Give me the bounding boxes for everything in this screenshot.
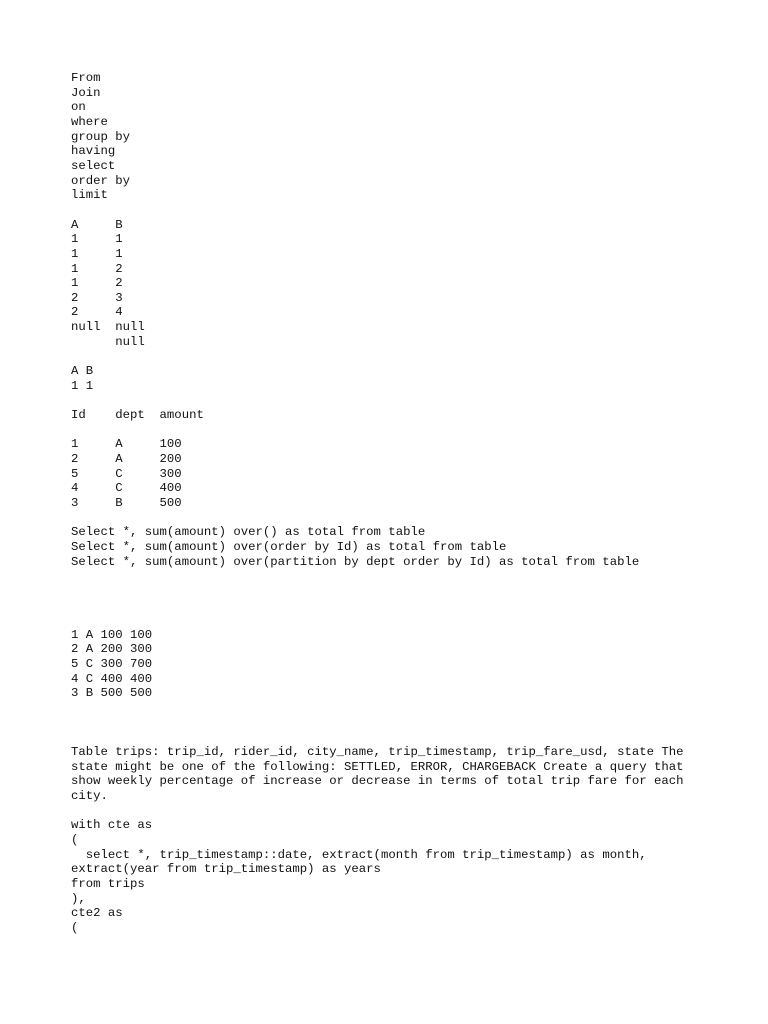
join-table-row: 2 3 (71, 290, 123, 305)
amount-table-row: 5 C 300 (71, 466, 182, 481)
window-query: Select *, sum(amount) over(partition by dept order by Id) as total from table (71, 554, 640, 569)
code-line: from trips (71, 876, 145, 891)
spacer (71, 423, 711, 438)
join-table-row: 1 1 (71, 232, 123, 247)
sql-clause: select (71, 158, 116, 173)
spacer (71, 511, 711, 526)
spacer (71, 393, 711, 408)
join-result-header: A B (71, 364, 94, 379)
sql-clause: Join (71, 85, 101, 100)
sql-clause: on (71, 100, 86, 115)
join-table (71, 218, 711, 350)
amount-table-header: Id dept amount (71, 408, 204, 423)
window-result-row: 5 C 300 700 (71, 657, 153, 672)
join-table-row: 1 2 (71, 261, 123, 276)
code-line: ( (71, 832, 79, 847)
window-queries (71, 525, 711, 569)
sql-clause: having (71, 144, 116, 159)
join-table-row: 1 2 (71, 276, 123, 291)
join-table-row: 2 4 (71, 305, 123, 320)
window-result-row: 3 B 500 500 (71, 686, 153, 701)
code-line: ), (71, 891, 86, 906)
code-line: ( (71, 920, 79, 935)
join-table-row: null null (71, 320, 145, 335)
sql-clause: order by (71, 173, 131, 188)
spacer (71, 349, 711, 364)
join-result-row: 1 1 (71, 378, 94, 393)
spacer (71, 804, 711, 819)
join-result (71, 364, 711, 393)
join-table-row: null (71, 334, 145, 349)
window-result-row: 4 C 400 400 (71, 671, 153, 686)
window-result-row: 2 A 200 300 (71, 642, 153, 657)
amount-table (71, 408, 711, 511)
amount-table-row: 3 B 500 (71, 495, 182, 510)
code-line: select *, trip_timestamp::date, extract(month from trip_timestamp) as month, extract(year from trip_timestamp) as years (71, 847, 654, 877)
sql-clause-list (71, 71, 711, 203)
sql-clause: group by (71, 129, 131, 144)
spacer (71, 203, 711, 218)
document-page (71, 71, 711, 936)
window-result-row: 1 A 100 100 (71, 627, 153, 642)
solution-code (71, 818, 711, 935)
join-table-header: A B (71, 217, 123, 232)
code-line: cte2 as (71, 906, 123, 921)
window-query: Select *, sum(amount) over(order by Id) as total from table (71, 539, 507, 554)
join-table-row: 1 1 (71, 246, 123, 261)
amount-table-row: 4 C 400 (71, 481, 182, 496)
window-query: Select *, sum(amount) over() as total from table (71, 525, 426, 540)
amount-table-row: 1 A 100 (71, 437, 182, 452)
spacer (71, 569, 711, 613)
code-line: with cte as (71, 818, 153, 833)
window-result (71, 628, 711, 701)
amount-table-row: 2 A 200 (71, 452, 182, 466)
problem-statement: Table trips: trip_id, rider_id, city_name, trip_timestamp, trip_fare_usd, state The state might be one of the following: SETTLED, ERROR, CHARGEBACK Create a query that show weekly percentage of increase or decrease in terms of total trip fare for each city. (71, 745, 691, 803)
spacer (71, 613, 711, 628)
sql-clause: From (71, 71, 101, 85)
spacer (71, 701, 711, 745)
sql-clause: where (71, 114, 108, 129)
sql-clause: limit (71, 188, 108, 203)
